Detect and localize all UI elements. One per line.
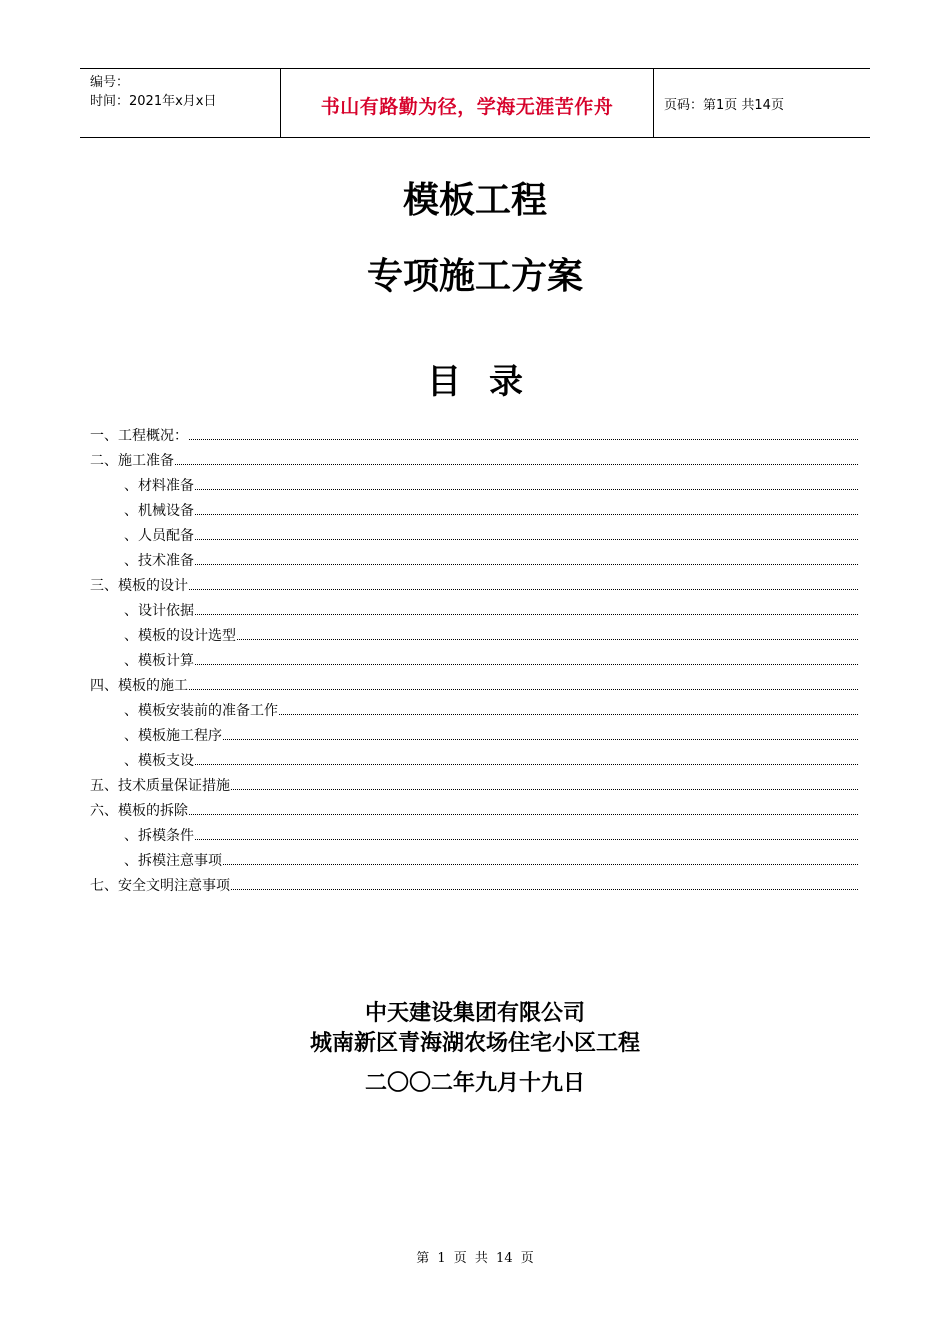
toc-leader-dots — [195, 838, 858, 840]
toc-leader-dots — [231, 788, 858, 790]
toc-leader-dots — [195, 613, 858, 615]
toc-entry-label: 、模板安装前的准备工作 — [124, 703, 278, 719]
toc-entry-label: 、机械设备 — [124, 503, 194, 519]
toc-leader-dots — [279, 713, 858, 715]
toc-entry[interactable] — [90, 845, 858, 870]
toc-entry-label: 三、模板的设计 — [90, 578, 188, 594]
toc-entry[interactable] — [90, 545, 858, 570]
toc-entry[interactable] — [90, 520, 858, 545]
toc-entry-label: 、技术准备 — [124, 553, 194, 569]
toc-entry[interactable] — [90, 420, 858, 445]
toc-entry[interactable] — [90, 595, 858, 620]
toc-leader-dots — [231, 888, 858, 890]
toc-leader-dots — [195, 513, 858, 515]
header-number: 编号： — [90, 75, 130, 90]
header-page-info: 页码：第1页 共14页 — [664, 97, 784, 113]
toc-entry[interactable] — [90, 470, 858, 495]
toc-entry[interactable] — [90, 570, 858, 595]
toc-heading: 目录 — [427, 362, 551, 402]
toc-entry[interactable] — [90, 495, 858, 520]
doc-title-line2: 专项施工方案 — [366, 256, 583, 297]
toc-entry-label: 、模板的设计选型 — [124, 628, 236, 644]
header-meta-cell — [80, 69, 281, 137]
toc-entry-label: 、模板计算 — [124, 653, 194, 669]
toc-entry[interactable] — [90, 870, 858, 895]
toc-leader-dots — [195, 538, 858, 540]
toc-entry[interactable] — [90, 445, 858, 470]
toc-entry[interactable] — [90, 795, 858, 820]
toc-entry-label: 、人员配备 — [124, 528, 194, 544]
toc-entry[interactable] — [90, 745, 858, 770]
toc-entry[interactable] — [90, 770, 858, 795]
toc-leader-dots — [223, 863, 858, 865]
header-time: 时间：2021年x月x日 — [90, 94, 217, 109]
toc-entry[interactable] — [90, 620, 858, 645]
toc-leader-dots — [195, 763, 858, 765]
header-page-cell — [654, 69, 870, 137]
toc-entry[interactable] — [90, 670, 858, 695]
doc-title-line1: 模板工程 — [402, 180, 547, 221]
page-number-footer: 第 1 页 共 14 页 — [416, 1251, 534, 1266]
toc-leader-dots — [189, 813, 858, 815]
header-motto: 书山有路勤为径，学海无涯苦作舟 — [320, 95, 614, 118]
toc-leader-dots — [175, 463, 858, 465]
project-name: 城南新区青海湖农场住宅小区工程 — [309, 1031, 640, 1056]
toc-entry-label: 五、技术质量保证措施 — [90, 778, 230, 794]
toc-leader-dots — [223, 738, 858, 740]
header-table — [80, 68, 870, 138]
toc-entry-label: 、拆模注意事项 — [124, 853, 222, 869]
header-motto-cell — [281, 69, 654, 137]
toc-leader-dots — [189, 438, 858, 440]
toc-leader-dots — [195, 663, 858, 665]
toc-entry-label: 六、模板的拆除 — [90, 803, 188, 819]
toc-entry-label: 、拆模条件 — [124, 828, 194, 844]
toc-entry-label: 四、模板的施工 — [90, 678, 188, 694]
toc-entry[interactable] — [90, 695, 858, 720]
toc-leader-dots — [195, 563, 858, 565]
toc-entry[interactable] — [90, 720, 858, 745]
toc-entry[interactable] — [90, 820, 858, 845]
toc-leader-dots — [189, 588, 858, 590]
toc-leader-dots — [189, 688, 858, 690]
toc-entry-label: 七、安全文明注意事项 — [90, 878, 230, 894]
toc-entry-label: 、模板支设 — [124, 753, 194, 769]
toc-entry-label: 一、工程概况： — [90, 428, 188, 444]
toc-entry-label: 、设计依据 — [124, 603, 194, 619]
toc-leader-dots — [195, 488, 858, 490]
toc-entry-label: 、材料准备 — [124, 478, 194, 494]
document-date: 二〇〇二年九月十九日 — [364, 1071, 585, 1096]
company-name: 中天建设集团有限公司 — [364, 1001, 585, 1026]
toc-entry[interactable] — [90, 645, 858, 670]
toc-leader-dots — [237, 638, 858, 640]
table-of-contents — [90, 420, 858, 895]
toc-entry-label: 二、施工准备 — [90, 453, 174, 469]
toc-entry-label: 、模板施工程序 — [124, 728, 222, 744]
